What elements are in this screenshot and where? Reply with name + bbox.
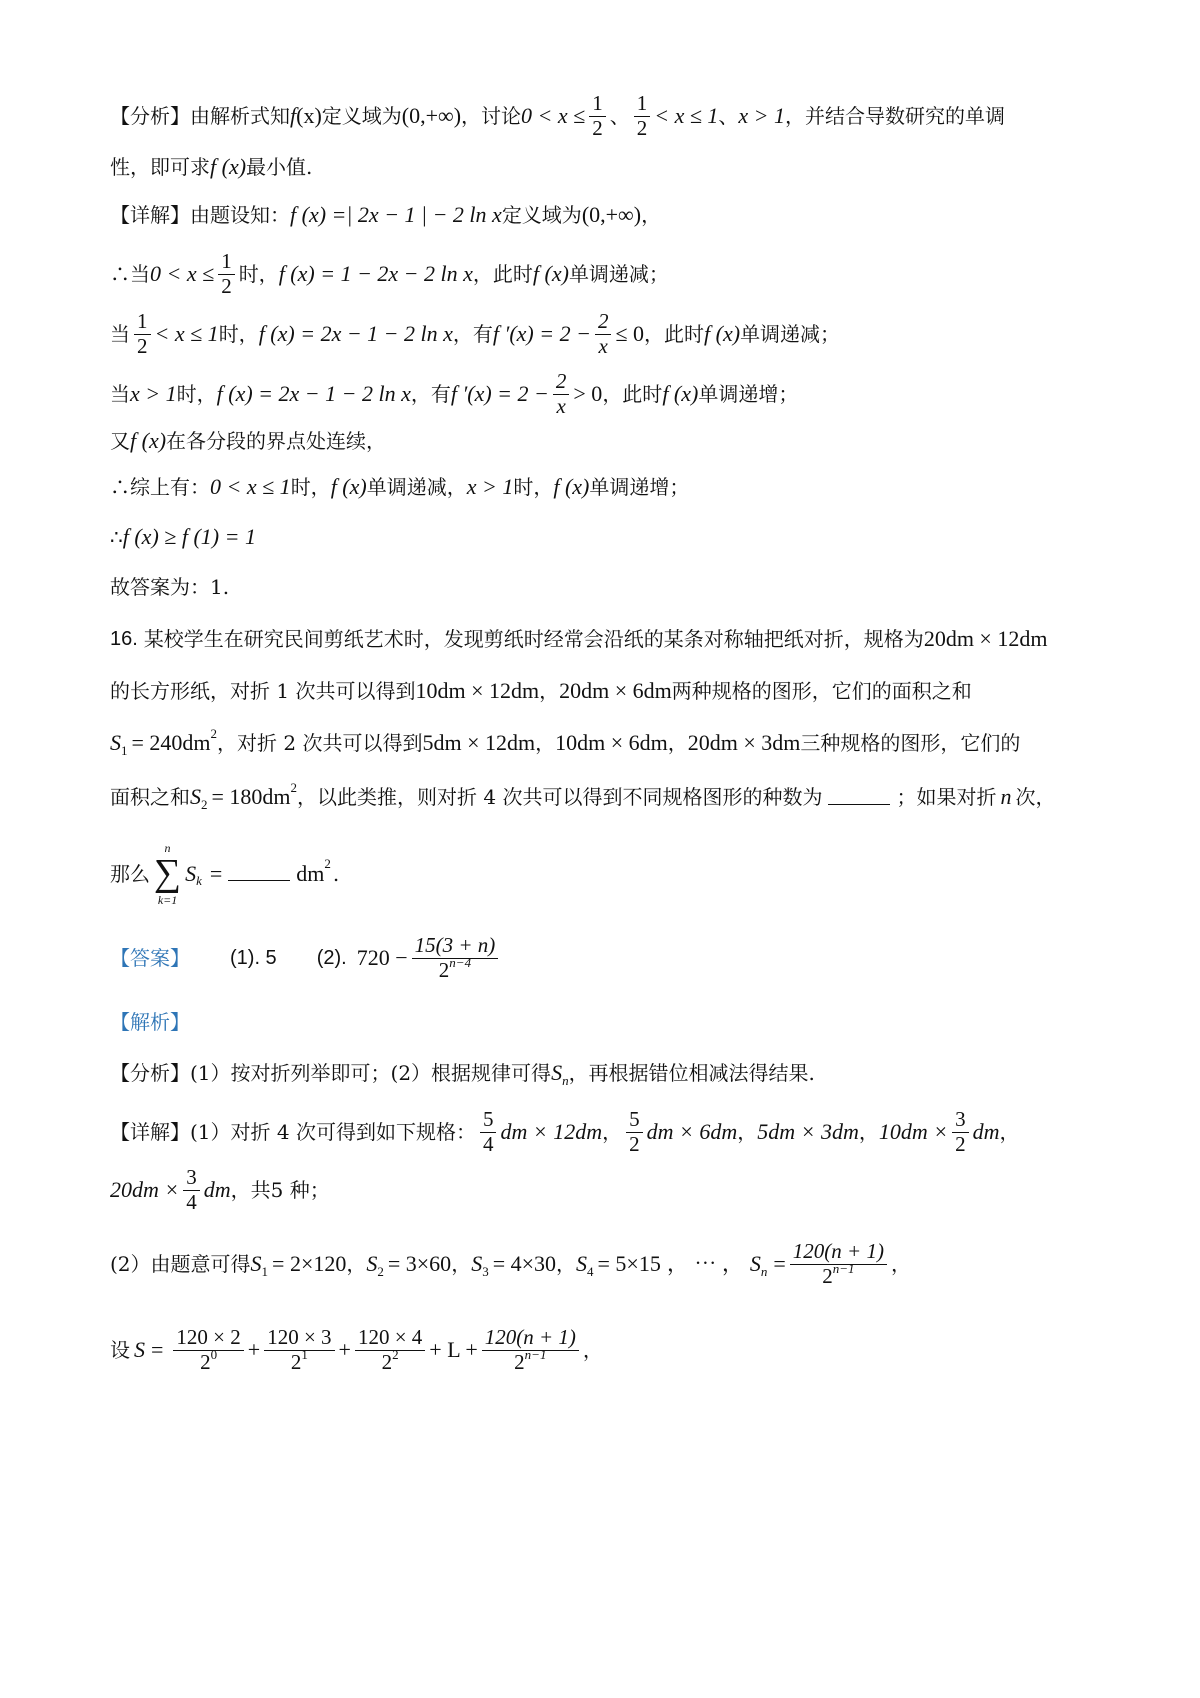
detail-line-5	[110, 430, 386, 452]
text: 时，	[513, 475, 554, 499]
subscript: 1	[121, 742, 128, 758]
math-ineq: ≤ 0	[615, 321, 645, 347]
math-area: = 180dm	[211, 784, 291, 809]
detail2-line-4	[110, 1326, 603, 1374]
text: ∴综上有：	[110, 475, 210, 499]
answer-part-2-label: (2).	[316, 947, 347, 970]
detail-line-4	[110, 370, 798, 418]
math-fx: f (x)	[210, 154, 247, 179]
math-ineq: < x ≤ 1	[154, 321, 219, 347]
subscript: 3	[482, 1263, 489, 1279]
math-eq: =	[151, 1337, 164, 1363]
math-unit: dm	[972, 1119, 1000, 1145]
text: ，此时	[602, 382, 663, 407]
math-derivative: f ′(x) = 2 −	[450, 381, 549, 407]
answer-statement	[110, 577, 229, 597]
text: 定义域为	[321, 104, 402, 129]
math-plus: +	[247, 1337, 261, 1363]
sum-upper: n	[164, 841, 171, 855]
math-ineq: > 0	[573, 381, 603, 407]
text: 单调递减；	[568, 262, 669, 287]
text: ，对折 2 次共可以得到	[217, 731, 423, 755]
fraction-term-n: $\frac{120(n + 1)}{2^{n-1}}$	[482, 1326, 579, 1374]
fraction-half: $\frac{1}{2}$	[134, 310, 151, 358]
math-s: S	[110, 730, 121, 755]
math-s: S	[749, 1251, 761, 1277]
math-ineq: < x ≤ 1	[654, 103, 719, 129]
math-size: 10dm × 12dm	[415, 678, 540, 703]
math-unit: dm	[203, 1177, 231, 1203]
detail2-line-2	[110, 1166, 330, 1214]
text: ，以此类推，则对折 4 次共可以得到不同规格图形的种数为	[297, 785, 823, 809]
text: ，此时	[472, 262, 533, 287]
subscript: n	[760, 1263, 768, 1279]
math-domain: (0,+∞)	[401, 103, 462, 129]
math-s: S	[134, 1337, 145, 1363]
math-fx: f (x)	[532, 261, 569, 287]
question-16-line-1	[110, 628, 1047, 650]
text: 那么	[110, 861, 150, 886]
math-ineq: x > 1	[130, 381, 177, 407]
detail-line-6	[110, 476, 689, 498]
analysis2-line-1	[110, 1060, 815, 1088]
math-function: f (x) = 1 − 2x − 2 ln x	[278, 261, 473, 287]
text: ，	[539, 679, 560, 703]
math-fx: f (x)	[704, 321, 741, 347]
text: ；如果对折	[896, 785, 997, 809]
detail-line-1	[110, 204, 661, 226]
math-s: S	[185, 860, 197, 886]
detail-line-3	[110, 310, 840, 358]
text: ，	[737, 1120, 758, 1145]
question-16-line-3	[110, 725, 1021, 758]
math-s: S	[551, 1060, 563, 1085]
math-s: S	[576, 1251, 588, 1277]
text: 某校学生在研究民间剪纸艺术时，发现剪纸时经常会沿纸的某条对称轴把纸对折，规格为	[143, 627, 924, 651]
answer-part-1: (1). 5	[230, 947, 277, 970]
math-ineq: 0 < x ≤	[521, 103, 586, 129]
question-16-line-5	[110, 842, 339, 906]
fraction-sn: $\frac{120(n + 1)}{2^{n-1}}$	[790, 1240, 887, 1288]
fraction-term-1: $\frac{120 \times 2}{2^0}$	[173, 1326, 243, 1374]
subscript: 2	[377, 1263, 384, 1279]
math-s: S	[190, 784, 201, 809]
answer-label: 【答案】	[110, 946, 190, 971]
text: ，	[999, 1120, 1020, 1145]
answer-line	[110, 934, 502, 982]
math-function: f (x) = 2x − 1 − 2 ln x	[258, 321, 453, 347]
text: 时，	[290, 475, 331, 499]
math-function: f (x) = 2x − 1 − 2 ln x	[216, 381, 411, 407]
subscript: n	[562, 1072, 569, 1088]
math-function: f (x) =| 2x − 1 | − 2 ln x	[290, 202, 502, 227]
text: 的长方形纸，对折 1 次共可以得到	[110, 679, 416, 703]
math-s: S	[471, 1251, 483, 1277]
text: 时，	[176, 382, 217, 407]
text: 时，	[238, 262, 279, 287]
fraction-half: $\frac{1}{2}$	[634, 92, 651, 140]
text: ，	[890, 1252, 911, 1277]
ellipsis: ， ⋯ ，	[666, 1251, 744, 1277]
math-derivative: f ′(x) = 2 −	[492, 321, 591, 347]
math-expr: = 4×30	[492, 1251, 557, 1277]
text: ，	[582, 1338, 603, 1363]
superscript: 2	[210, 725, 218, 741]
math-size: 20dm × 12dm	[923, 626, 1048, 651]
text: ，	[641, 203, 662, 227]
text: ，	[346, 1252, 367, 1277]
text: 、	[718, 104, 739, 129]
text: ，	[667, 731, 688, 755]
math-size: 10dm × 6dm	[555, 730, 668, 755]
math-expr: = 2×120	[272, 1251, 347, 1277]
text: 单调递增；	[589, 475, 690, 499]
detail2-line-3	[110, 1240, 911, 1288]
fraction-term-3: $\frac{120 \times 4}{2^2}$	[355, 1326, 425, 1374]
subscript: 1	[261, 1263, 269, 1279]
answer-blank	[828, 790, 890, 805]
detail2-line-1	[110, 1108, 1019, 1156]
fraction-half: $\frac{1}{2}$	[589, 92, 606, 140]
text: ，	[858, 1120, 879, 1145]
math-fx: f (x)	[662, 381, 699, 407]
text: ，	[556, 1252, 577, 1277]
math-eq: =	[209, 860, 223, 886]
math-size: 20dm × 3dm	[687, 730, 801, 755]
question-16-line-2	[110, 680, 972, 702]
math-size: 5dm × 12dm	[422, 730, 536, 755]
math-size: 20dm ×	[110, 1177, 180, 1203]
text: 又	[110, 429, 130, 453]
question-number: 16.	[110, 628, 138, 650]
fraction: $\frac{5}{2}$	[626, 1108, 643, 1156]
text: 、	[609, 104, 630, 129]
fraction: $\frac{3}{4}$	[183, 1166, 200, 1214]
text: 当	[110, 322, 130, 347]
fraction-2-over-x: $\frac{2}{x}$	[553, 370, 570, 418]
detail-label: 【详解】由题设知：	[110, 203, 290, 227]
text: 性，即可求	[110, 155, 210, 179]
text: .	[332, 861, 340, 886]
text: ∴当	[110, 262, 150, 287]
math-fx: f (x)	[553, 474, 590, 499]
text: 三种规格的图形，它们的	[800, 731, 1021, 755]
analysis-heading	[110, 1012, 190, 1032]
superscript: 2	[324, 856, 331, 872]
answer-blank	[228, 866, 290, 881]
math-ineq: 0 < x ≤ 1	[210, 474, 291, 499]
fraction-2-over-x: $\frac{2}{x}$	[595, 310, 612, 358]
math-conclusion: f (x) ≥ f (1) = 1	[122, 524, 256, 549]
subscript: 4	[587, 1263, 594, 1279]
sum-lower: k=1	[157, 892, 178, 907]
math-size: dm × 6dm	[646, 1119, 738, 1145]
math-ineq: x > 1	[466, 474, 514, 499]
fraction-term-2: $\frac{120 \times 3}{2^1}$	[264, 1326, 334, 1374]
math-n: n	[1000, 784, 1012, 809]
text: ∴	[110, 525, 123, 549]
fraction: $\frac{3}{2}$	[952, 1108, 969, 1156]
text: 时，	[218, 322, 259, 347]
math-ineq: x > 1	[738, 103, 786, 129]
text: ，	[451, 1252, 472, 1277]
answer-fraction: $\frac{15(3 + n)}{2^{n-4}}$	[412, 934, 499, 982]
math-expr: = 3×60	[387, 1251, 452, 1277]
question-16-line-4	[110, 779, 1056, 812]
text: 两种规格的图形，它们的面积之和	[671, 679, 972, 703]
fraction-half: $\frac{1}{2}$	[218, 250, 235, 298]
text: 【分析】(1）按对折列举即可；(2）根据规律可得	[110, 1061, 552, 1085]
text: 在各分段的界点处连续，	[166, 429, 387, 453]
math-unit: dm	[296, 860, 325, 886]
detail-line-7	[110, 526, 256, 548]
text: ，	[535, 731, 556, 755]
text: 最小值.	[246, 155, 313, 179]
math-s: S	[366, 1251, 378, 1277]
analysis-heading-label: 【解析】	[110, 1010, 190, 1034]
math-domain: (0,+∞)	[581, 202, 642, 227]
text: ，此时	[644, 322, 705, 347]
math-s: S	[250, 1251, 262, 1277]
sigma-icon: ∑	[154, 852, 182, 894]
math-area: = 240dm	[131, 730, 211, 755]
text: ，讨论	[461, 104, 522, 129]
detail-line-2	[110, 250, 669, 298]
text: 【详解】(1）对折 4 次可得到如下规格：	[110, 1120, 476, 1145]
analysis-label: 【分析】由解析式知	[110, 104, 290, 129]
math-expr: 720 −	[356, 945, 408, 971]
math-eq: =	[773, 1251, 786, 1277]
text: ，再根据错位相减法得结果.	[568, 1061, 815, 1085]
math-size: 10dm ×	[878, 1119, 949, 1145]
text: ，并结合导数研究的单调	[785, 104, 1006, 129]
superscript: 2	[290, 779, 298, 795]
math-plus: +	[338, 1337, 351, 1363]
math-fx-arg: (x)	[296, 103, 322, 129]
summation	[154, 842, 181, 906]
text: ，共5 种；	[230, 1178, 330, 1203]
math-ineq: 0 < x ≤	[150, 261, 215, 287]
text: 单调递增；	[698, 382, 799, 407]
analysis-line-1	[110, 92, 1005, 140]
text: ，有	[452, 322, 493, 347]
math-expr: = 5×15	[597, 1251, 661, 1277]
text: 单调递减，	[366, 475, 467, 499]
text: 面积之和	[110, 785, 190, 809]
math-fx: f (x)	[130, 428, 167, 453]
text: 次，	[1015, 785, 1056, 809]
text: 定义域为	[501, 203, 582, 227]
subscript: k	[196, 873, 202, 889]
fraction: $\frac{5}{4}$	[480, 1108, 497, 1156]
text: 设	[110, 1338, 130, 1363]
text: 当	[110, 382, 130, 407]
math-fx: f (x)	[330, 474, 367, 499]
text: 单调递减；	[740, 322, 841, 347]
text: (2）由题意可得	[110, 1252, 251, 1277]
math-size: 20dm × 6dm	[559, 678, 672, 703]
math-size: 5dm × 3dm	[757, 1119, 859, 1145]
math-f: f	[290, 103, 297, 129]
analysis-line-2	[110, 156, 312, 178]
text: ，有	[410, 382, 451, 407]
text: ，	[602, 1120, 623, 1145]
math-size: dm × 12dm	[500, 1119, 603, 1145]
text: 故答案为：1.	[110, 575, 230, 599]
math-ellipsis: + L +	[429, 1337, 478, 1363]
subscript: 2	[201, 796, 208, 812]
